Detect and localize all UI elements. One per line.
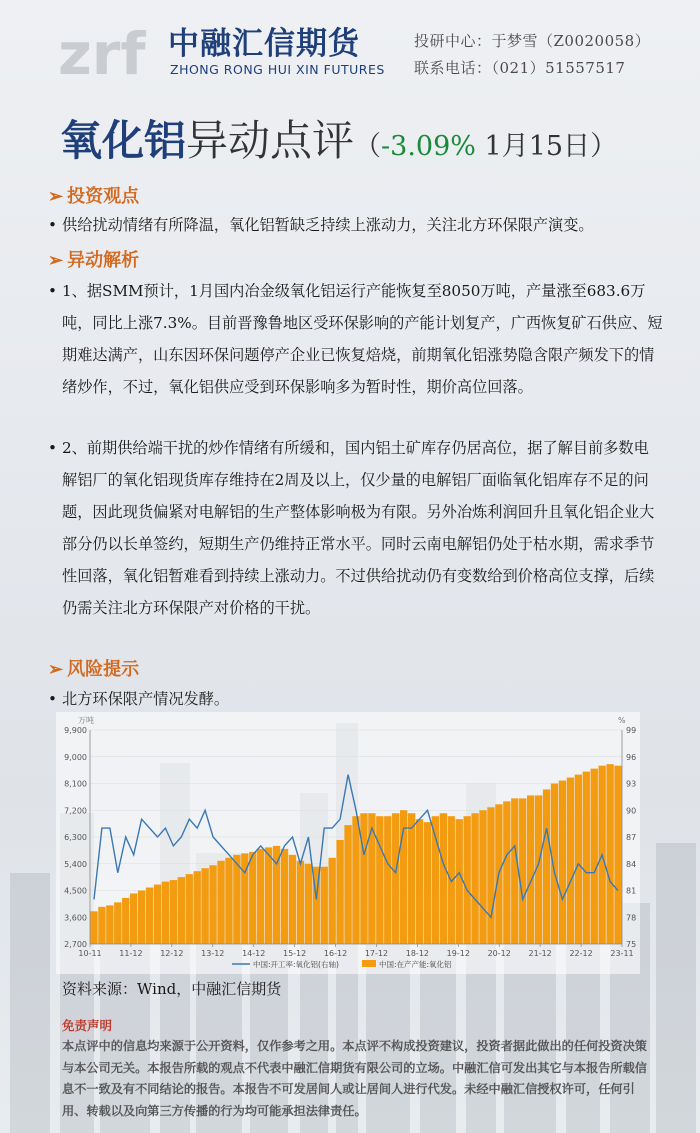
x-tick-label: 18-12 <box>405 949 430 958</box>
risk-paragraph <box>48 683 663 715</box>
bullet-icon: • <box>48 216 57 234</box>
arrow-icon: ➢ <box>48 250 64 271</box>
capacity-bar <box>217 861 224 944</box>
capacity-bar <box>519 798 526 944</box>
title-sub: 异动点评 <box>186 116 355 165</box>
capacity-bar <box>456 819 463 944</box>
title-date: 1月15日 <box>475 131 591 162</box>
capacity-bar <box>551 784 558 945</box>
x-tick-label: 17-12 <box>364 949 389 958</box>
capacity-bar <box>154 885 161 944</box>
capacity-bar <box>336 840 343 944</box>
left-tick-label: 5,400 <box>64 859 87 869</box>
right-axis-unit: % <box>618 716 626 725</box>
left-tick-label: 6,300 <box>64 833 87 842</box>
analysis-text-1: 1、据SMM预计，1月国内冶金级氧化铝运行产能恢复至8050万吨，产量涨至683.6万吨，同比上涨7.3%。目前晋豫鲁地区受环保影响的产能计划复产，广西恢复矿石供应、短期难达满产，山东因环保问题停产企业已恢复焙烧，前期氧化铝涨势隐含限产频发下的情绪炒作，不过，氧化铝供应受到环保影响多为暂时性，期价高位回落。 <box>62 282 663 396</box>
capacity-bar <box>122 898 129 944</box>
section-heading-risk-label: 风险提示 <box>67 659 140 680</box>
capacity-bar <box>384 816 391 944</box>
left-tick-label: 9,900 <box>64 726 87 735</box>
x-tick-label: 14-12 <box>242 949 266 958</box>
capacity-bar <box>225 858 232 944</box>
risk-text: 北方环保限产情况发酵。 <box>62 690 230 708</box>
right-tick-label: 96 <box>626 752 637 762</box>
capacity-bar <box>289 855 296 944</box>
capacity-utilization-chart <box>56 712 640 974</box>
capacity-bar <box>487 807 494 944</box>
capacity-bar <box>583 772 590 944</box>
right-tick-label: 90 <box>626 806 637 816</box>
capacity-bar <box>321 867 328 944</box>
contact-research: 投研中心：于梦雪（Z0020058） <box>414 32 651 50</box>
arrow-icon: ➢ <box>48 186 64 207</box>
capacity-bar <box>281 849 288 944</box>
capacity-bar <box>138 891 145 945</box>
capacity-bar <box>106 905 113 944</box>
capacity-bar <box>170 880 177 944</box>
x-tick-label: 11-12 <box>119 949 143 958</box>
section-heading-analysis-label: 异动解析 <box>67 250 140 271</box>
legend-label-capacity: 中国:在产产能:氧化铝 <box>379 960 452 969</box>
left-tick-label: 3,600 <box>64 913 87 923</box>
capacity-bar <box>614 766 621 944</box>
capacity-bar <box>376 816 383 944</box>
capacity-bar <box>575 775 582 944</box>
capacity-bar <box>606 764 613 944</box>
capacity-bar <box>471 813 478 944</box>
right-tick-label: 99 <box>626 726 637 735</box>
contact-phone: 联系电话：（021）51557517 <box>414 59 626 77</box>
capacity-bar <box>297 861 304 944</box>
capacity-bar <box>543 789 550 944</box>
capacity-bar <box>416 819 423 944</box>
company-name-cn: 中融汇信期货 <box>168 26 360 62</box>
bullet-icon: • <box>48 439 57 457</box>
logo-letters: zrf <box>58 20 146 84</box>
x-tick-label: 22-12 <box>569 949 593 958</box>
title-change-pct: -3.09% <box>381 131 476 162</box>
analysis-paragraph-1 <box>48 275 663 403</box>
capacity-bar <box>567 778 574 944</box>
data-source: 资料来源：Wind，中融汇信期货 <box>62 980 282 998</box>
title-paren-close: ） <box>590 131 618 162</box>
capacity-bar <box>463 816 470 944</box>
legend-label-utilization: 中国:开工率:氧化铝(右轴) <box>253 960 339 969</box>
capacity-bar <box>479 810 486 944</box>
capacity-bar <box>162 882 169 944</box>
disclaimer-title: 免责声明 <box>62 1018 113 1033</box>
left-tick-label: 8,100 <box>64 779 87 789</box>
capacity-bar <box>344 825 351 944</box>
capacity-bar <box>209 865 216 944</box>
capacity-bar <box>265 847 272 944</box>
left-tick-label: 4,500 <box>64 886 87 896</box>
section-heading-view-label: 投资观点 <box>67 186 140 207</box>
section-heading-analysis <box>48 246 139 272</box>
right-tick-label: 93 <box>626 779 637 789</box>
capacity-bar <box>440 813 447 944</box>
capacity-bar <box>194 871 201 944</box>
capacity-bar <box>329 858 336 944</box>
x-tick-label: 13-12 <box>201 949 225 958</box>
x-tick-label: 12-12 <box>160 949 184 958</box>
bullet-icon: • <box>48 282 57 300</box>
company-logo-icon <box>58 14 154 84</box>
capacity-bar <box>511 798 518 944</box>
capacity-bar <box>90 911 97 944</box>
analysis-paragraph-2 <box>48 432 663 624</box>
capacity-bar <box>424 822 431 944</box>
left-tick-label: 9,000 <box>64 752 87 762</box>
disclaimer-body: 本点评中的信息均来源于公开资料，仅作参考之用。本点评不构成投资建议，投资者据此做出的任何投资决策与本公司无关。本报告所载的观点不代表中融汇信期货有限公司的立场。中融汇信可发出其它与本报告所载信息不一致及有不同结论的报告。本报告不可发居间人或让居间人进行代发。未经中融汇信授权许可，任何引用、转载以及向第三方传播的行为均可能承担法律责任。 <box>62 1039 647 1118</box>
capacity-bar <box>130 893 137 944</box>
title-paren-open: （ <box>354 131 382 162</box>
x-tick-label: 10-11 <box>78 949 102 958</box>
x-tick-label: 20-12 <box>487 949 511 958</box>
x-tick-label: 23-11 <box>610 949 634 958</box>
company-name-en: ZHONG RONG HUI XIN FUTURES <box>170 62 385 77</box>
section-heading-view <box>48 182 139 208</box>
right-tick-label: 78 <box>626 913 637 923</box>
left-axis-unit: 万吨 <box>78 716 94 725</box>
page-title <box>60 108 617 168</box>
capacity-bar <box>408 813 415 944</box>
capacity-bar <box>249 852 256 944</box>
x-tick-label: 16-12 <box>323 949 348 958</box>
capacity-bar <box>186 874 193 944</box>
capacity-bar <box>360 813 367 944</box>
capacity-bar <box>98 907 105 944</box>
bullet-icon: • <box>48 690 57 708</box>
arrow-icon: ➢ <box>48 659 64 680</box>
capacity-bar <box>352 816 359 944</box>
left-tick-label: 2,700 <box>64 940 87 949</box>
capacity-bar <box>559 781 566 944</box>
capacity-bar <box>257 849 264 944</box>
right-tick-label: 81 <box>626 886 637 896</box>
capacity-bar <box>201 868 208 944</box>
right-tick-label: 75 <box>626 940 637 949</box>
capacity-bar <box>392 813 399 944</box>
title-main: 氧化铝 <box>60 116 187 165</box>
capacity-bar <box>233 855 240 944</box>
capacity-bar <box>114 902 121 944</box>
right-tick-label: 84 <box>626 859 637 869</box>
view-paragraph <box>48 209 663 241</box>
capacity-bar <box>527 795 534 944</box>
x-tick-label: 19-12 <box>446 949 470 958</box>
capacity-bar <box>305 864 312 944</box>
capacity-bar <box>503 801 510 944</box>
capacity-bar <box>146 888 153 944</box>
left-tick-label: 7,200 <box>64 806 87 816</box>
capacity-bar <box>178 877 185 944</box>
analysis-text-2: 2、前期供给端干扰的炒作情绪有所缓和，国内铝土矿库存仍居高位，据了解目前多数电解铝厂的氧化铝现货库存维持在2周及以上，仅少量的电解铝厂面临氧化铝库存不足的问题，因此现货偏紧对电解铝的生产整体影响极为有限。另外冶炼利润回升且氧化铝企业大部分仍以长单签约，短期生产仍维持正常水平。同时云南电解铝仍处于枯水期，需求季节性回落，氧化铝暂难看到持续上涨动力。不过供给扰动仍有变数给到价格高位支撑，后续仍需关注北方环保限产对价格的干扰。 <box>62 439 655 617</box>
legend-bar-swatch <box>362 960 376 967</box>
view-text: 供给扰动情绪有所降温，氧化铝暂缺乏持续上涨动力，关注北方环保限产演变。 <box>62 216 594 234</box>
x-tick-label: 21-12 <box>528 949 552 958</box>
x-tick-label: 15-12 <box>282 949 307 958</box>
capacity-bar <box>591 769 598 944</box>
section-heading-risk <box>48 655 139 681</box>
right-tick-label: 87 <box>626 833 637 842</box>
